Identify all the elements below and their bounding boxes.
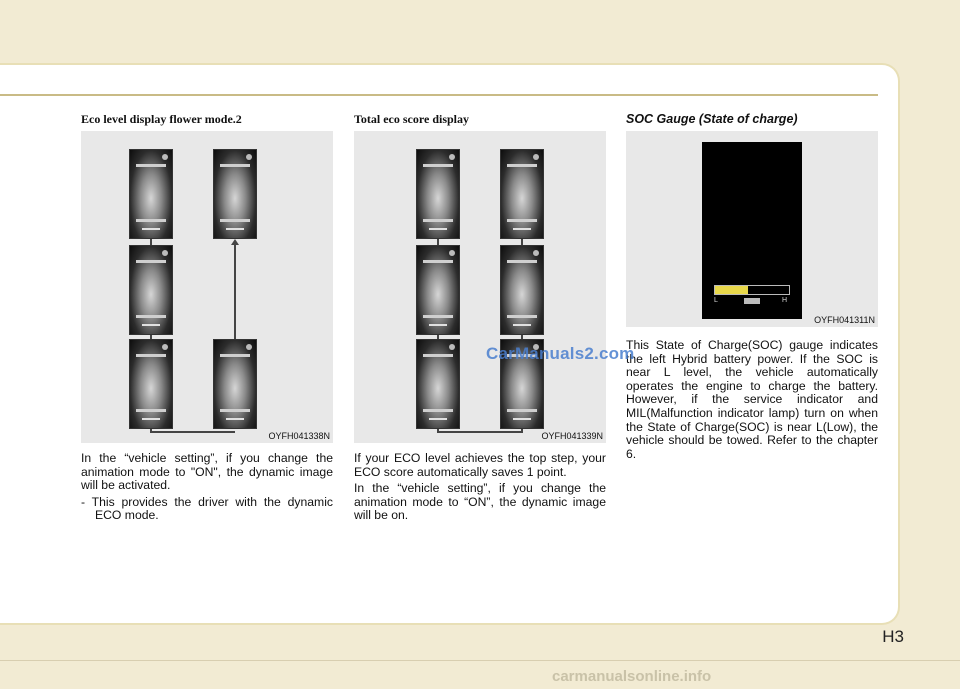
section-heading: SOC Gauge (State of charge) (626, 112, 798, 126)
site-watermark: carmanualsonline.info (552, 668, 712, 685)
soc-gauge-fill (715, 286, 748, 294)
flow-arrow (521, 239, 523, 245)
bullet-item: - This provides the driver with the dynamic ECO mode. (81, 494, 333, 523)
paragraph: If your ECO level achieves the top step, your ECO score automatically saves 1 point. (354, 451, 606, 479)
figure-eco-score (354, 131, 606, 443)
flow-arrow (521, 335, 523, 339)
page-number: H3 (882, 627, 904, 646)
display-screen (213, 149, 257, 239)
screen-flow-diagram (125, 141, 293, 429)
body-text (81, 452, 333, 523)
column-eco-flower (81, 112, 333, 526)
soc-gauge-bar (714, 285, 790, 295)
screen-flow-diagram (398, 141, 566, 429)
column-soc-gauge (626, 112, 878, 464)
display-screen (416, 339, 460, 429)
column-eco-score (354, 112, 606, 526)
flow-arrow (150, 335, 152, 339)
figure-soc-gauge (626, 131, 878, 327)
section-heading: Total eco score display (354, 112, 470, 126)
flow-arrow (150, 239, 152, 245)
display-screen (416, 149, 460, 239)
paragraph: In the “vehicle setting”, if you change the animation mode to "ON", the dynamic image will be activated. (81, 451, 333, 493)
body-text (626, 339, 878, 461)
soc-indicator-icon (744, 298, 760, 304)
body-text (354, 452, 606, 523)
display-screen (213, 339, 257, 429)
paragraph: In the “vehicle setting”, if you change the animation mode to “ON”, the dynamic image will be on. (354, 481, 606, 523)
display-screen (500, 245, 544, 335)
figure-eco-flower (81, 131, 333, 443)
figure-code: OYFH041311N (814, 315, 875, 325)
soc-low-label: L (714, 297, 718, 304)
section-heading: Eco level display flower mode.2 (81, 112, 242, 126)
figure-code: OYFH041339N (541, 431, 603, 441)
display-screen (416, 245, 460, 335)
display-screen (500, 149, 544, 239)
arrow-head-icon (231, 239, 239, 245)
flow-arrow (150, 431, 235, 433)
display-screen (129, 339, 173, 429)
display-screen (129, 245, 173, 335)
top-rule (0, 94, 878, 96)
flow-arrow (234, 245, 236, 339)
flow-arrow (437, 239, 439, 245)
flow-arrow (437, 335, 439, 339)
figure-code: OYFH041338N (268, 431, 330, 441)
soc-high-label: H (782, 297, 788, 304)
display-screen (129, 149, 173, 239)
footer-rule (0, 660, 960, 661)
soc-display-screen (702, 142, 802, 319)
paragraph: This State of Charge(SOC) gauge indicates the left Hybrid battery power. If the SOC is near L level, the vehicle automatically operates the engine to charge the battery. However, if the service indicator and MIL(Malfunction indicator lamp) turn on when the State of Charge(SOC) is near L(Low), the vehicle should be towed. Refer to the chapter 6. (626, 338, 878, 461)
watermark: CarManuals2.com (486, 344, 635, 363)
flow-arrow (437, 431, 522, 433)
flow-arrow (521, 429, 523, 433)
